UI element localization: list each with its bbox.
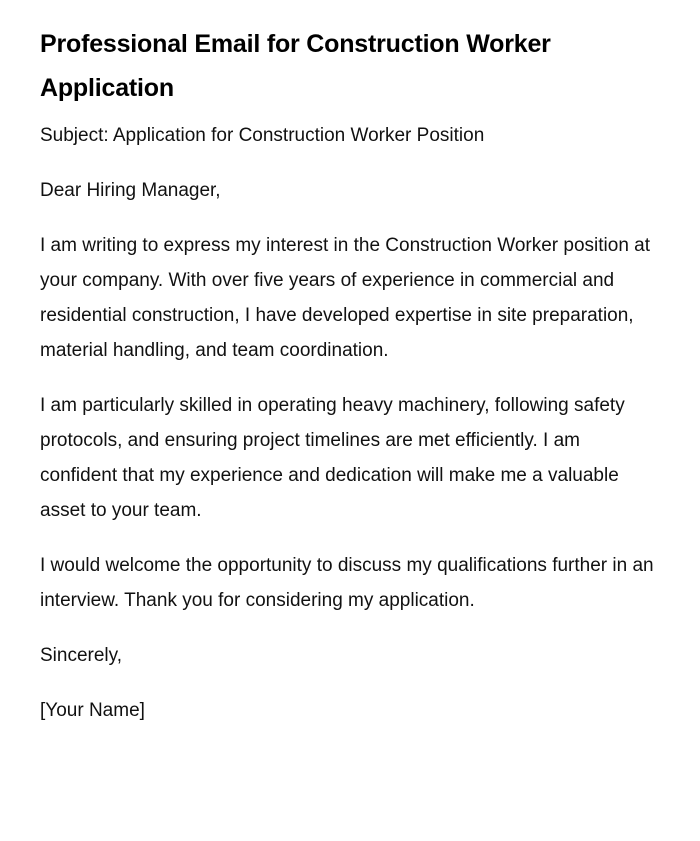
email-sign-off: Sincerely,: [40, 645, 123, 666]
email-subject: Subject: Application for Construction Worker Position: [40, 125, 485, 146]
page-title: Professional Email for Construction Worker Application: [40, 30, 551, 102]
email-greeting: Dear Hiring Manager,: [40, 180, 221, 201]
email-paragraph-intro: I am writing to express my interest in the Construction Worker position at your company. With over five years of experience in commercial and residential construction, I have developed expertise in site preparation, material handling, and team coordination.: [40, 235, 651, 361]
email-paragraph-closing: I would welcome the opportunity to discuss my qualifications further in an interview. Thank you for considering my application.: [40, 555, 654, 611]
email-paragraph-skills: I am particularly skilled in operating heavy machinery, following safety protocols, and ensuring project timelines are met efficiently. I am confident that my experience and dedication will make me a valuable asset to your team.: [40, 395, 625, 521]
email-signature: [Your Name]: [40, 700, 145, 721]
email-document: [40, 22, 655, 748]
